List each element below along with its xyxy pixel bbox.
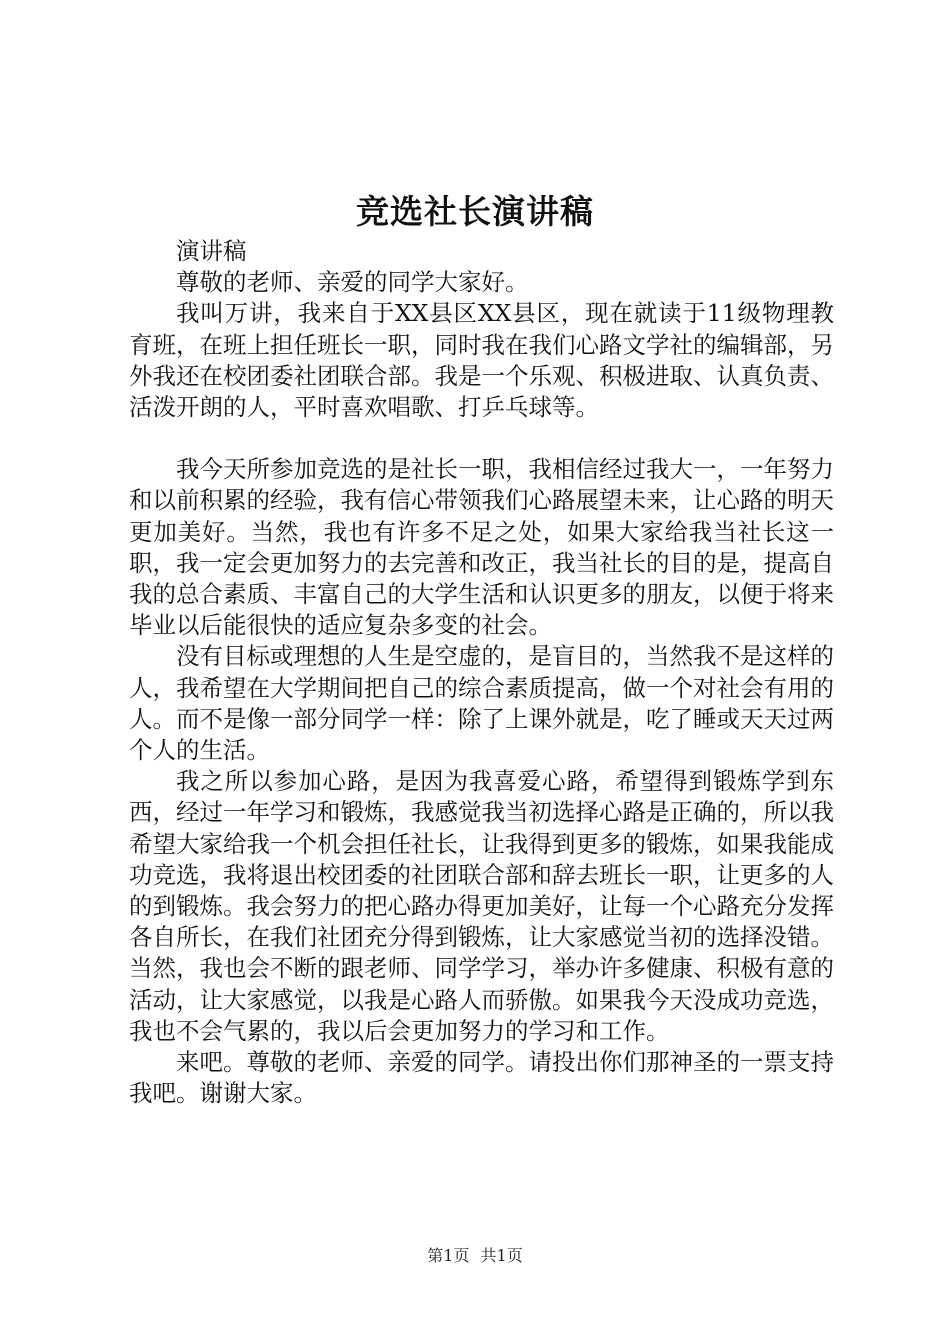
- page-number: 第1页: [427, 1246, 470, 1265]
- page-total: 共1页: [480, 1246, 523, 1265]
- paragraph-greeting: 尊敬的老师、亲爱的同学大家好。: [176, 268, 529, 297]
- paragraph-goals: 没有目标或理想的人生是空虚的，是盲目的，当然我不是这样的人，我希望在大学期间把自己的综合素质提高，做一个对社会有用的人。而不是像一部分同学一样：除了上课外就是，吃了睡或天天过两个人的生活。: [129, 642, 834, 765]
- document-title: 竞选社长演讲稿: [356, 192, 594, 231]
- paragraph-introduction: 我叫万讲，我来自于XX县区XX县区，现在就读于11级物理教育班，在班上担任班长一职，同时我在我们心路文学社的编辑部，另外我还在校团委社团联合部。我是一个乐观、积极进取、认真负责、活泼开朗的人，平时喜欢唱歌、打乒乓球等。: [129, 299, 834, 422]
- document-body: [129, 236, 834, 1109]
- page-footer: [0, 1243, 950, 1266]
- paragraph-reasons: 我之所以参加心路，是因为我喜爱心路，希望得到锻炼学到东西，经过一年学习和锻炼，我感觉我当初选择心路是正确的，所以我希望大家给我一个机会担任社长，让我得到更多的锻炼，如果我能成功竞选，我将退出校团委的社团联合部和辞去班长一职，让更多的人的到锻炼。我会努力的把心路办得更加美好，让每一个心路充分发挥各自所长，在我们社团充分得到锻炼，让大家感觉当初的选择没错。当然，我也会不断的跟老师、同学学习，举办许多健康、积极有意的活动，让大家感觉，以我是心路人而骄傲。如果我今天没成功竞选，我也不会气累的，我以后会更加努力的学习和工作。: [129, 767, 834, 1045]
- paragraph-heading: 演讲稿: [176, 237, 247, 265]
- paragraph-candidacy: 我今天所参加竞选的是社长一职，我相信经过我大一，一年努力和以前积累的经验，我有信心带领我们心路展望未来，让心路的明天更加美好。当然，我也有许多不足之处，如果大家给我当社长这一职，我一定会更加努力的去完善和改正，我当社长的目的是，提高自我的总合素质、丰富自己的大学生活和认识更多的朋友，以便于将来毕业以后能很快的适应复杂多变的社会。: [129, 455, 834, 640]
- paragraph-closing: 来吧。尊敬的老师、亲爱的同学。请投出你们那神圣的一票支持我吧。谢谢大家。: [129, 1048, 834, 1108]
